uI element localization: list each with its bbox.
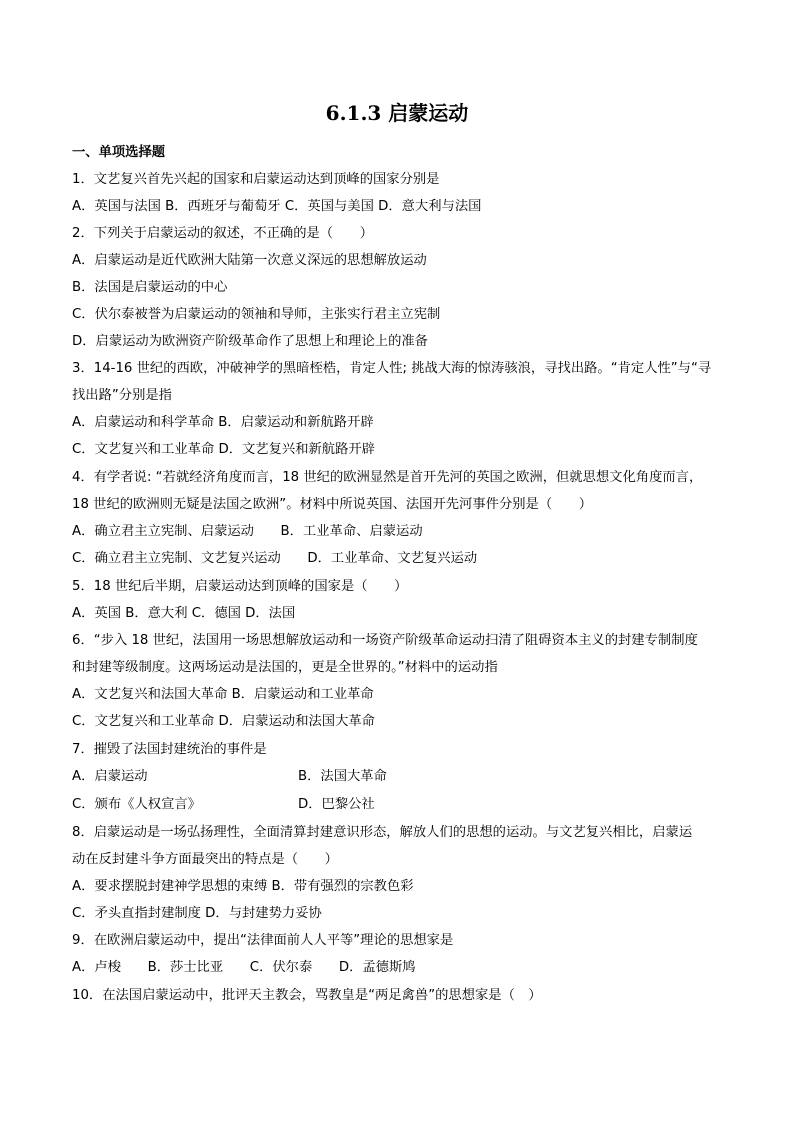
question-8-stem-line-2: 动在反封建斗争方面最突出的特点是（ ） — [72, 852, 338, 867]
question-1-stem: 1．文艺复兴首先兴起的国家和启蒙运动达到顶峰的国家分别是 — [72, 172, 440, 187]
question-7-stem: 7．摧毁了法国封建统治的事件是 — [72, 742, 267, 757]
question-6-options-ab: A．文艺复兴和法国大革命 B．启蒙运动和工业革命 — [72, 687, 374, 702]
question-6-stem-line-1: 6．“步入 18 世纪，法国用一场思想解放运动和一场资产阶级革命运动扫清了阻碍资本主义的封建专制制度 — [72, 633, 698, 648]
question-4-options-cd: C．确立君主立宪制、文艺复兴运动 D．工业革命、文艺复兴运动 — [72, 551, 478, 566]
question-1-options: A．英国与法国 B．西班牙与葡萄牙 C．英国与美国 D．意大利与法国 — [72, 199, 482, 214]
question-2-option-b: B．法国是启蒙运动的中心 — [72, 280, 228, 295]
question-5-options: A．英国 B．意大利 C．德国 D．法国 — [72, 606, 296, 621]
question-3-options-ab: A．启蒙运动和科学革命 B．启蒙运动和新航路开辟 — [72, 415, 374, 430]
question-8-stem-line-1: 8．启蒙运动是一场弘扬理性，全面清算封建意识形态，解放人们的思想的运动。与文艺复兴相比，启蒙运 — [72, 825, 693, 840]
question-7-option-c: C．颁布《人权宣言》 — [72, 797, 201, 812]
question-2-option-d: D．启蒙运动为欧洲资产阶级革命作了思想上和理论上的准备 — [72, 334, 428, 349]
question-8-options-cd: C．矛头直指封建制度 D．与封建势力妥协 — [72, 906, 322, 921]
question-10-stem: 10．在法国启蒙运动中，批评天主教会，骂教皇是“两足禽兽”的思想家是（ ） — [72, 988, 542, 1003]
question-5-stem: 5．18 世纪后半期，启蒙运动达到顶峰的国家是（ ） — [72, 579, 408, 594]
question-8-options-ab: A．要求摆脱封建神学思想的束缚 B．带有强烈的宗教色彩 — [72, 879, 414, 894]
question-3-options-cd: C．文艺复兴和工业革命 D．文艺复兴和新航路开辟 — [72, 442, 375, 457]
question-3-stem-line-2: 找出路”分别是指 — [72, 388, 172, 403]
question-9-stem: 9．在欧洲启蒙运动中，提出“法律面前人人平等”理论的思想家是 — [72, 933, 454, 948]
question-2-stem: 2．下列关于启蒙运动的叙述，不正确的是（ ） — [72, 226, 373, 241]
question-2-option-a: A．启蒙运动是近代欧洲大陆第一次意义深远的思想解放运动 — [72, 253, 427, 268]
question-4-stem-line-1: 4．有学者说: “若就经济角度而言，18 世纪的欧洲显然是首开先河的英国之欧洲，但就思想文化角度而言， — [72, 470, 703, 485]
question-3-stem-line-1: 3．14-16 世纪的西欧，冲破神学的黑暗桎梏，肯定人性; 挑战大海的惊涛骇浪，寻找出路。“肯定人性”与“寻 — [72, 361, 712, 376]
question-4-options-ab: A．确立君主立宪制、启蒙运动 B．工业革命、启蒙运动 — [72, 524, 423, 539]
question-9-options: A．卢梭 B．莎士比亚 C．伏尔泰 D．孟德斯鸠 — [72, 960, 416, 975]
question-2-option-c: C．伏尔泰被誉为启蒙运动的领袖和导师，主张实行君主立宪制 — [72, 307, 441, 322]
question-4-stem-line-2: 18 世纪的欧洲则无疑是法国之欧洲”。材料中所说英国、法国开先河事件分别是（ ） — [72, 497, 593, 512]
question-6-stem-line-2: 和封建等级制度。这两场运动是法国的，更是全世界的。”材料中的运动指 — [72, 660, 498, 675]
section-heading: 一、单项选择题 — [72, 145, 166, 160]
question-7-option-a: A．启蒙运动 — [72, 769, 148, 784]
question-7-option-b: B．法国大革命 — [298, 769, 387, 784]
page-title: 6.1.3 启蒙运动 — [325, 101, 469, 125]
question-6-options-cd: C．文艺复兴和工业革命 D．启蒙运动和法国大革命 — [72, 714, 375, 729]
question-7-option-d: D．巴黎公社 — [298, 797, 375, 812]
